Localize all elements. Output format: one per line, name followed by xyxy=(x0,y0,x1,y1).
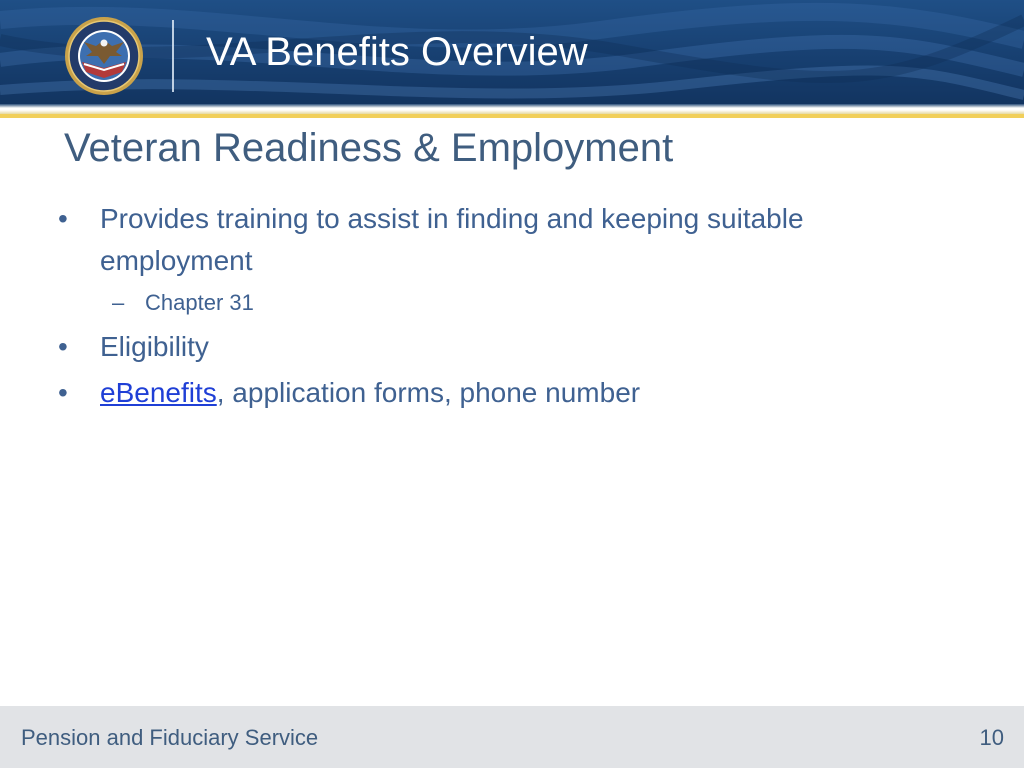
bullet-marker: • xyxy=(58,377,68,408)
header-bottom-band xyxy=(0,104,1024,114)
presentation-title: VA Benefits Overview xyxy=(206,30,588,74)
slide-header xyxy=(0,0,1024,106)
bullet-item xyxy=(56,326,916,368)
slide-title: Veteran Readiness & Employment xyxy=(64,126,674,170)
page-number: 10 xyxy=(979,725,1004,750)
sub-bullet-item xyxy=(56,284,916,322)
ebenefits-link[interactable]: eBenefits xyxy=(100,377,217,408)
bullet-text: Provides training to assist in finding and keeping suitable employment xyxy=(100,203,804,276)
bullet-item xyxy=(56,198,916,282)
header-divider xyxy=(172,20,174,92)
bullet-marker: • xyxy=(58,331,68,362)
bullet-list xyxy=(56,198,916,414)
bullet-item xyxy=(56,372,916,414)
footer-organization: Pension and Fiduciary Service xyxy=(21,725,319,750)
bullet-marker: • xyxy=(58,203,68,234)
sub-bullet-marker: – xyxy=(112,290,125,315)
gold-divider-rule xyxy=(0,114,1024,118)
va-seal xyxy=(64,16,144,96)
bullet-text: Eligibility xyxy=(100,331,209,362)
slide-footer xyxy=(0,706,1024,768)
sub-bullet-text: Chapter 31 xyxy=(145,290,254,315)
bullet-text: , application forms, phone number xyxy=(216,377,641,408)
